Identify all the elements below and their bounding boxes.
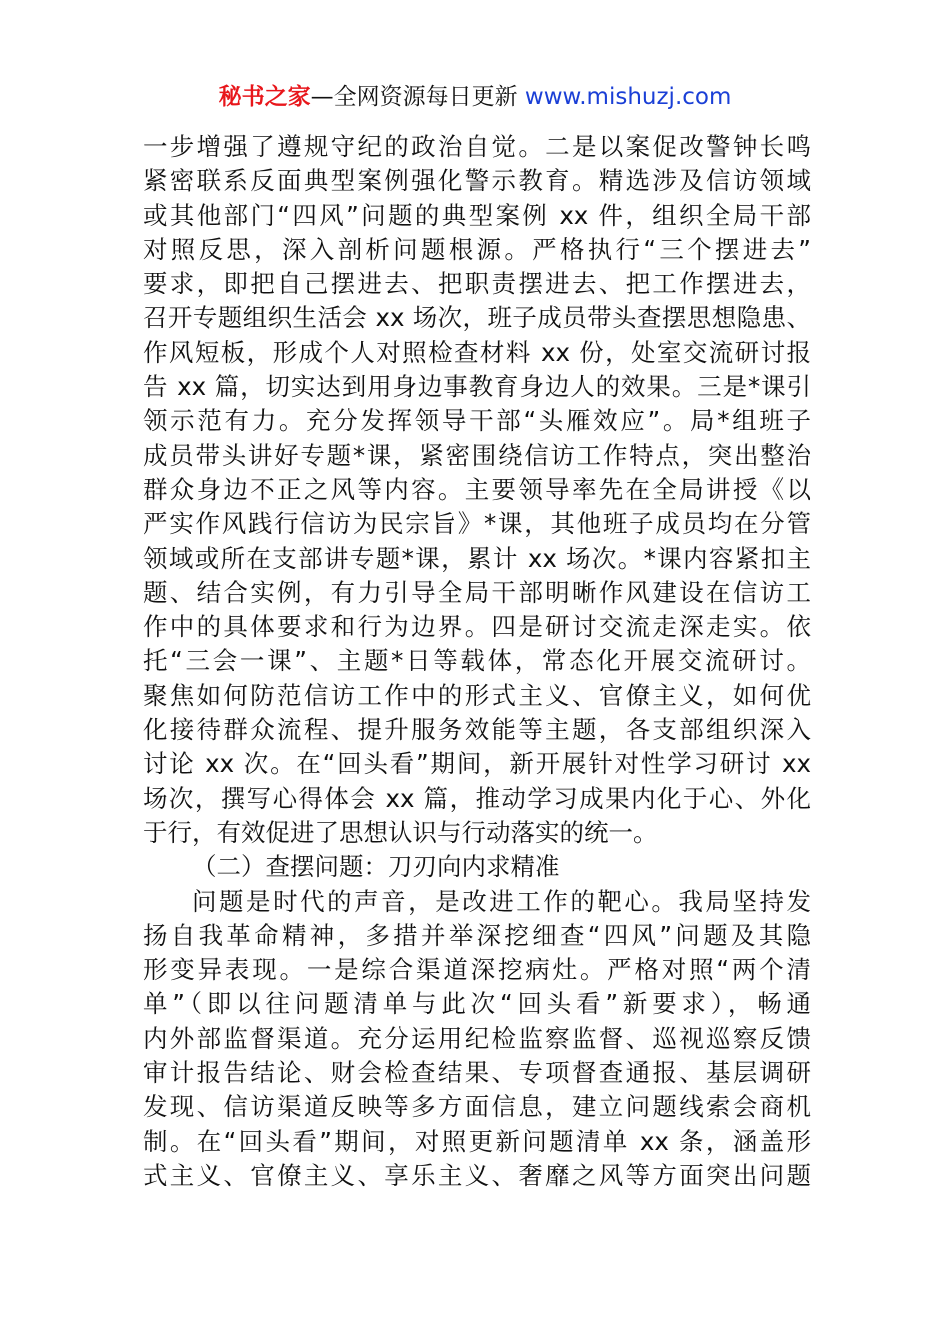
body-line: 作中的具体要求和行为边界。四是研讨交流走深走实。依 (143, 612, 811, 642)
document-body (143, 130, 811, 1193)
body-line: 紧密联系反面典型案例强化警示教育。精选涉及信访领域 (143, 166, 811, 196)
body-line: 作风短板，形成个人对照检查材料 xx 份，处室交流研讨报 (143, 337, 811, 367)
body-line: 发现、信访渠道反映等多方面信息，建立问题线索会商机 (143, 1092, 811, 1122)
body-line: 于行，有效促进了思想认识与行动落实的统一。 (143, 817, 658, 847)
body-line: 内外部监督渠道。充分运用纪检监察监督、巡视巡察反馈 (143, 1023, 811, 1053)
body-line: 成员带头讲好专题*课，紧密围绕信访工作特点，突出整治 (143, 440, 811, 470)
header-brand: 秘书之家 (218, 84, 311, 110)
body-line: 单”（即以往问题清单与此次“回头看”新要求），畅通 (143, 989, 811, 1019)
body-line: 场次，撰写心得体会 xx 篇，推动学习成果内化于心、外化 (143, 783, 811, 813)
body-line: 式主义、官僚主义、享乐主义、奢靡之风等方面突出问题 (143, 1160, 811, 1190)
body-line: 告 xx 篇，切实达到用身边事教育身边人的效果。三是*课引 (143, 372, 811, 402)
body-line: 严实作风践行信访为民宗旨》*课，其他班子成员均在分管 (143, 509, 811, 539)
body-line: 化接待群众流程、提升服务效能等主题，各支部组织深入 (143, 715, 811, 745)
body-line: 聚焦如何防范信访工作中的形式主义、官僚主义，如何优 (143, 680, 811, 710)
body-line: 讨论 xx 次。在“回头看”期间，新开展针对性学习研讨 xx (143, 749, 811, 779)
body-line: 题、结合实例，有力引导全局干部明晰作风建设在信访工 (143, 577, 811, 607)
header-tagline: —全网资源每日更新 (310, 84, 525, 110)
body-line: 问题是时代的声音，是改进工作的靶心。我局坚持发 (192, 886, 811, 916)
site-header (0, 80, 950, 114)
section-heading: （二）查摆问题：刀刃向内求精准 (192, 852, 560, 882)
body-line: 群众身边不正之风等内容。主要领导率先在全局讲授《以 (143, 474, 811, 504)
body-line: 领域或所在支部讲专题*课，累计 xx 场次。*课内容紧扣主 (143, 543, 811, 573)
body-line: 领示范有力。充分发挥领导干部“头雁效应”。局*组班子 (143, 406, 811, 436)
body-line: 扬自我革命精神，多措并举深挖细查“四风”问题及其隐 (143, 920, 811, 950)
body-line: 审计报告结论、财会检查结果、专项督查通报、基层调研 (143, 1058, 811, 1088)
body-line: 或其他部门“四风”问题的典型案例 xx 件，组织全局干部 (143, 200, 811, 230)
body-line: 一步增强了遵规守纪的政治自觉。二是以案促改警钟长鸣 (143, 132, 811, 161)
body-line: 形变异表现。一是综合渠道深挖病灶。严格对照“两个清 (143, 955, 811, 985)
body-line: 托“三会一课”、主题*日等载体，常态化开展交流研讨。 (143, 646, 811, 676)
body-line: 要求，即把自己摆进去、把职责摆进去、把工作摆进去， (143, 269, 811, 299)
body-line: 对照反思，深入剖析问题根源。严格执行“三个摆进去” (143, 234, 811, 264)
header-url: www.mishuzj.com (524, 84, 732, 110)
body-line: 制。在“回头看”期间，对照更新问题清单 xx 条，涵盖形 (143, 1126, 811, 1156)
body-line: 召开专题组织生活会 xx 场次，班子成员带头查摆思想隐患、 (143, 303, 811, 333)
